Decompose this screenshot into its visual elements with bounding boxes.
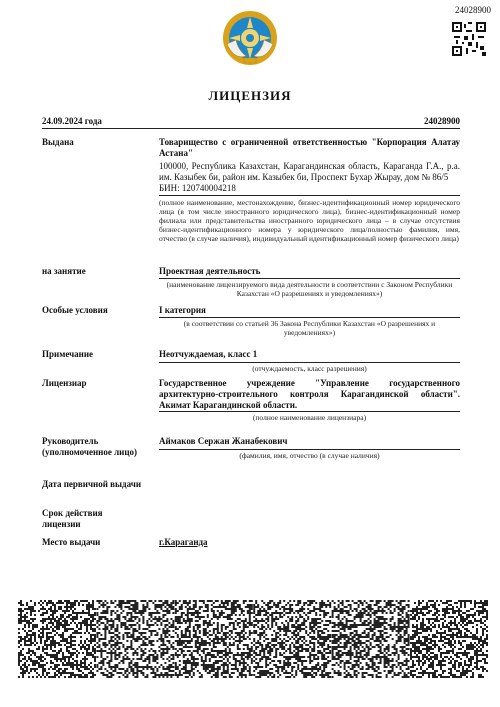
license-date: 24.09.2024 года bbox=[42, 116, 102, 126]
state-emblem-icon bbox=[222, 10, 278, 66]
note-hint: (отчуждаемость, класс разрешения) bbox=[252, 364, 367, 373]
qr-codes-bottom bbox=[18, 590, 488, 688]
document-title: ЛИЦЕНЗИЯ bbox=[208, 88, 292, 103]
note-label: Примечание bbox=[42, 349, 94, 359]
qr-code bbox=[332, 600, 410, 678]
licensee-hint: (полное наименование, местонахождение, бизнес-идентификационный номер юридического лица (в том числе иностранного юридического лица), бизнес-идентификационный номер филиала или представительства иностранного юридического лица – в случае отсутствия бизнес-идентификационного номера у юридического лица/полностью фамилия, имя, отчество (в случае наличия), индивидуальный идентификационный номер физического лица) bbox=[159, 198, 460, 243]
qr-code bbox=[410, 600, 488, 678]
licensor-label: Лицензиар bbox=[42, 378, 87, 388]
place-value: г.Караганда bbox=[159, 537, 208, 547]
special-conditions-hint: (в соответствии со статьей 36 Закона Республики Казахстан «О разрешениях и уведомлениях») bbox=[183, 319, 436, 337]
qr-code bbox=[96, 600, 174, 678]
head-hint: (фамилия, имя, отчество (в случае наличия) bbox=[239, 451, 380, 460]
validity-label: Срок действия лицензии bbox=[42, 508, 103, 529]
note-value: Неотчуждаемая, класс 1 bbox=[159, 349, 258, 359]
qr-code bbox=[18, 600, 96, 678]
licensee-name: Товарищество с ограниченной ответственностью "Корпорация Алатау Астана" bbox=[159, 137, 460, 158]
document-number-top: 24028900 bbox=[455, 5, 491, 15]
licensor-hint: (полное наименование лицензиара) bbox=[252, 413, 367, 422]
head-value: Аймаков Сержан Жанабекович bbox=[159, 436, 288, 446]
qr-code bbox=[253, 600, 331, 678]
qr-code bbox=[175, 600, 253, 678]
special-conditions-value: I категория bbox=[159, 305, 206, 315]
licensor-value: Государственное учреждение "Управление государственного архитектурно-строительного контроля Карагандинской области". Акимат Карагандинской области. bbox=[159, 378, 460, 410]
divider bbox=[159, 362, 460, 363]
activity-value: Проектная деятельность bbox=[159, 266, 261, 276]
header-row bbox=[42, 116, 460, 129]
divider bbox=[159, 449, 460, 450]
special-conditions-label: Особые условия bbox=[42, 305, 108, 315]
divider bbox=[159, 317, 460, 318]
divider bbox=[159, 195, 460, 196]
issued-to-label: Выдана bbox=[42, 137, 74, 147]
licensee-address: 100000, Республика Казахстан, Карагандинская область, Караганда Г.А., р.а. им. Казыбек би, район им. Казыбек би, Проспект Бухар Жырау, дом № 86/5 bbox=[159, 161, 460, 182]
licensee-bin: БИН: 120740004218 bbox=[159, 183, 236, 193]
first-issue-date-label: Дата первичной выдачи bbox=[42, 479, 142, 489]
place-label: Место выдачи bbox=[42, 537, 101, 547]
license-number: 24028900 bbox=[424, 116, 460, 126]
divider bbox=[159, 411, 460, 412]
activity-label: на занятие bbox=[42, 266, 86, 276]
divider bbox=[159, 278, 460, 279]
activity-hint: (наименование лицензируемого вида деятельности в соответствии с Законом Республики Казахстан «О разрешениях и уведомлениях») bbox=[166, 280, 453, 298]
head-label: Руководитель (уполномоченное лицо) bbox=[42, 436, 138, 457]
qr-code-top bbox=[452, 22, 486, 56]
